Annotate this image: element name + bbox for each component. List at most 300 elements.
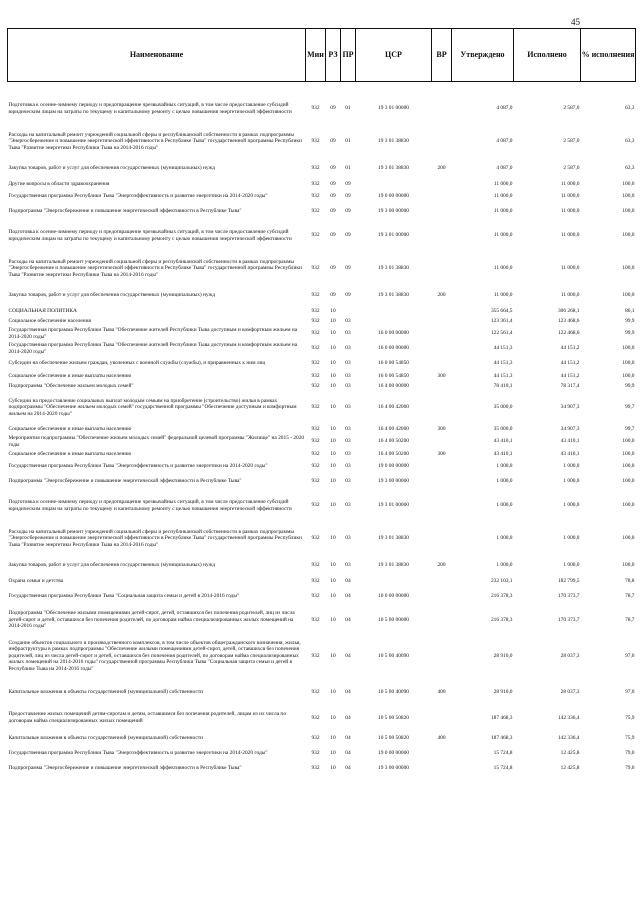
- row-name: Расходы на капитальный ремонт учреждений социальной сферы и республиканской собственности в рамках подпрограммы "Энергосбережение и повышение энергетической эффективности в Республике Тыва" государственной программы Республики Тыва "Развитие энергетики Республики Тыва на 2014-2016 годы": [8, 131, 302, 151]
- row-pr: 03: [345, 404, 351, 411]
- row-name: Подпрограмма "Обеспечение жильем молодых семей": [8, 382, 134, 389]
- row-min: 932: [311, 450, 320, 457]
- row-csr: [356, 316, 432, 326]
- row-pr: 03: [345, 382, 351, 389]
- row-pr: 04: [345, 714, 351, 721]
- row-percent: 100,0: [622, 535, 635, 542]
- row-pr: 03: [345, 425, 351, 432]
- row-executed: 78 317,4: [560, 382, 580, 389]
- table-row: [8, 731, 636, 746]
- row-name: Закупка товаров, работ и услуг для обеспечения государственных (муниципальных) нужд: [8, 562, 216, 569]
- table-row: [8, 459, 636, 474]
- row-min: 932: [311, 478, 320, 485]
- row-csr: 16 4 00 00000: [378, 382, 409, 389]
- row-approved: 43 410,1: [493, 450, 513, 457]
- table-row: [8, 92, 636, 125]
- row-executed: 44 151,2: [560, 345, 580, 352]
- row-min: 932: [311, 180, 320, 187]
- row-pr: 04: [345, 577, 351, 584]
- row-name: Подпрограмма "Энергосбережение и повышение энергетической эффективности в Республике Тыва": [8, 765, 242, 772]
- row-rz: 09: [330, 193, 336, 200]
- row-percent: 100,0: [622, 478, 635, 485]
- row-name: Мероприятия подпрограммы "Обеспечение жильем молодых семей" федеральной целевой программы "Жилище" на 2015 - 2020 годы: [8, 434, 305, 448]
- row-rz: 10: [330, 735, 336, 742]
- row-rz: 10: [330, 330, 336, 337]
- row-executed: 2 587,0: [563, 165, 580, 172]
- table-row: [8, 125, 636, 158]
- row-min: 932: [311, 652, 320, 659]
- row-csr: 19 0 00 00000: [378, 193, 409, 200]
- row-rz: 10: [330, 577, 336, 584]
- row-name: Капитальные вложения в объекты государственной (муниципальной) собственности: [8, 688, 203, 695]
- row-name: СОЦИАЛЬНАЯ ПОЛИТИКА: [8, 307, 77, 314]
- row-approved: 11 000,0: [493, 232, 513, 239]
- row-approved: 1 000,0: [496, 502, 513, 509]
- row-vr: [432, 189, 452, 204]
- row-executed: 142 336,4: [557, 735, 580, 742]
- row-percent: 99,7: [625, 425, 635, 432]
- header-name: Наименование: [8, 29, 306, 82]
- row-approved: 11 000,0: [493, 292, 513, 299]
- row-name: Государственная программа Республики Тыва "Энергоэффективность и развитие энергетики на 2014-2020 годы": [8, 750, 268, 757]
- row-csr: 19 3 01 38830: [378, 535, 409, 542]
- row-executed: 11 000,0: [560, 265, 580, 272]
- row-name: Закупка товаров, работ и услуг для обеспечения государственных (муниципальных) нужд: [8, 292, 216, 299]
- row-min: 932: [311, 372, 320, 379]
- row-min: 932: [311, 688, 320, 695]
- row-pr: 03: [345, 478, 351, 485]
- table-row: [8, 204, 636, 219]
- row-min: 932: [311, 232, 320, 239]
- table-row: [8, 679, 636, 705]
- row-rz: 09: [330, 232, 336, 239]
- row-name: Социальное обеспечение и иные выплаты населению: [8, 372, 132, 379]
- row-vr: [432, 252, 452, 285]
- row-vr: [432, 522, 452, 555]
- row-rz: 10: [330, 652, 336, 659]
- row-vr: [432, 434, 452, 449]
- row-rz: 10: [330, 478, 336, 485]
- row-min: 932: [311, 193, 320, 200]
- header-min: Мин: [306, 29, 326, 82]
- table-row: [8, 576, 636, 586]
- row-rz: 09: [330, 180, 336, 187]
- row-pr: 09: [345, 265, 351, 272]
- row-csr: 16 0 00 00000: [378, 345, 409, 352]
- row-rz: 09: [330, 292, 336, 299]
- row-approved: 35 000,0: [493, 404, 513, 411]
- row-vr: [432, 391, 452, 424]
- row-name: Государственная программа Республики Тыва "Энергоэффективность и развитие энергетики на 2014-2020 годы": [8, 463, 268, 470]
- row-percent: 100,0: [622, 292, 635, 299]
- row-percent: 75,9: [625, 735, 635, 742]
- row-pr: 04: [345, 735, 351, 742]
- row-pr: 03: [345, 535, 351, 542]
- row-percent: 99,7: [625, 404, 635, 411]
- row-approved: 4 087,0: [496, 105, 513, 112]
- row-executed: 12 425,8: [560, 750, 580, 757]
- table-row: [8, 633, 636, 679]
- row-pr: 04: [345, 750, 351, 757]
- row-pr: 03: [345, 372, 351, 379]
- row-min: 932: [311, 208, 320, 215]
- row-pr: 03: [345, 360, 351, 367]
- row-percent: 100,0: [622, 232, 635, 239]
- row-csr: 16 0 00 54850: [378, 360, 409, 367]
- row-approved: 122 561,4: [490, 330, 513, 337]
- row-executed: 1 000,0: [563, 478, 580, 485]
- row-rz: 10: [330, 593, 336, 600]
- row-csr: 19 3 01 00000: [378, 105, 409, 112]
- row-min: 932: [311, 750, 320, 757]
- row-percent: 97,0: [625, 688, 635, 695]
- row-approved: 216 378,3: [490, 593, 513, 600]
- row-executed: 28 037,3: [560, 652, 580, 659]
- row-approved: 44 151,3: [493, 360, 513, 367]
- row-percent: 100,0: [622, 360, 635, 367]
- header-approved: Утверждено: [452, 29, 514, 82]
- row-percent: 79,0: [625, 750, 635, 757]
- row-min: 932: [311, 735, 320, 742]
- row-approved: 1 000,0: [496, 562, 513, 569]
- row-approved: 11 000,0: [493, 180, 513, 187]
- row-approved: 216 378,3: [490, 616, 513, 623]
- header-csr: ЦСР: [356, 29, 432, 82]
- row-vr: [432, 326, 452, 341]
- header-executed: Исполнено: [514, 29, 581, 82]
- header-percent: % исполнения: [581, 29, 636, 82]
- row-approved: 11 000,0: [493, 193, 513, 200]
- row-executed: 34 907,3: [560, 425, 580, 432]
- page-number: 45: [571, 17, 580, 27]
- row-min: 932: [311, 105, 320, 112]
- row-approved: 78 410,1: [493, 382, 513, 389]
- row-min: 932: [311, 404, 320, 411]
- row-vr: 200: [437, 562, 446, 569]
- row-executed: 11 000,0: [560, 193, 580, 200]
- row-executed: 123 468,6: [557, 317, 580, 324]
- row-vr: [432, 306, 452, 316]
- row-approved: 232 103,1: [490, 577, 513, 584]
- row-csr: 10 5 00 50820: [378, 735, 409, 742]
- row-percent: 99,9: [625, 330, 635, 337]
- row-approved: 11 000,0: [493, 265, 513, 272]
- row-rz: 10: [330, 562, 336, 569]
- row-approved: 15 724,8: [493, 750, 513, 757]
- table-row: [8, 252, 636, 285]
- row-rz: 09: [330, 165, 336, 172]
- row-percent: 97,0: [625, 652, 635, 659]
- row-executed: 182 799,5: [557, 577, 580, 584]
- row-rz: 10: [330, 360, 336, 367]
- row-min: 932: [311, 714, 320, 721]
- row-pr: 03: [345, 450, 351, 457]
- row-percent: 100,0: [622, 265, 635, 272]
- row-percent: 100,0: [622, 562, 635, 569]
- row-percent: 78,7: [625, 616, 635, 623]
- row-rz: 10: [330, 765, 336, 772]
- row-percent: 86,1: [625, 307, 635, 314]
- row-csr: 10 0 00 00000: [378, 593, 409, 600]
- row-csr: 10 5 00 40090: [378, 652, 409, 659]
- row-name: Государственная программа Республики Тыва "Обеспечение жителей Республики Тыва доступным и комфортным жильем на 2014-2020 годы": [8, 326, 298, 340]
- row-name: Подготовка к осенне-зимнему периоду и предотвращение чрезвычайных ситуаций, в том числе предоставление субсидий юридическим лицам на затраты по текущему и капитальному ремонту с целью повышения энергетической эффективности: [8, 228, 292, 242]
- row-csr: 19 3 01 38830: [378, 562, 409, 569]
- row-approved: 44 151,3: [493, 372, 513, 379]
- row-executed: 34 907,3: [560, 404, 580, 411]
- row-percent: 75,9: [625, 714, 635, 721]
- row-min: 932: [311, 360, 320, 367]
- row-executed: 11 000,0: [560, 232, 580, 239]
- row-min: 932: [311, 562, 320, 569]
- row-vr: [432, 459, 452, 474]
- row-min: 932: [311, 463, 320, 470]
- row-rz: 09: [330, 265, 336, 272]
- row-pr: 03: [345, 438, 351, 445]
- row-pr: 04: [345, 688, 351, 695]
- header-vr: ВР: [432, 29, 452, 82]
- row-vr: [432, 356, 452, 371]
- table-row: [8, 219, 636, 252]
- table-row: [8, 586, 636, 607]
- row-vr: [432, 341, 452, 356]
- row-rz: 10: [330, 382, 336, 389]
- row-percent: 78,7: [625, 593, 635, 600]
- table-row: [8, 522, 636, 555]
- row-csr: 10 5 00 50820: [378, 714, 409, 721]
- row-vr: [432, 607, 452, 633]
- row-rz: 10: [330, 372, 336, 379]
- row-executed: 11 000,0: [560, 208, 580, 215]
- table-row: [8, 555, 636, 576]
- row-csr: 19 3 00 00000: [378, 765, 409, 772]
- row-percent: 99,9: [625, 317, 635, 324]
- row-vr: [432, 746, 452, 761]
- row-pr: 09: [345, 180, 351, 187]
- row-name: Социальное обеспечение и иные выплаты населению: [8, 450, 132, 457]
- row-executed: 170 373,7: [557, 616, 580, 623]
- row-min: 932: [311, 616, 320, 623]
- row-min: 932: [311, 165, 320, 172]
- row-approved: 187 468,3: [490, 714, 513, 721]
- row-pr: 03: [345, 463, 351, 470]
- row-percent: 99,9: [625, 382, 635, 389]
- row-min: 932: [311, 138, 320, 145]
- row-percent: 100,0: [622, 193, 635, 200]
- row-percent: 100,0: [622, 208, 635, 215]
- row-vr: [432, 204, 452, 219]
- row-approved: 44 151,3: [493, 345, 513, 352]
- row-pr: 09: [345, 193, 351, 200]
- row-pr: 03: [345, 330, 351, 337]
- row-vr: [432, 316, 452, 326]
- row-executed: 11 000,0: [560, 180, 580, 187]
- header-rz: РЗ: [326, 29, 341, 82]
- row-name: Государственная программа Республики Тыва "Обеспечение жителей Республики Тыва доступным и комфортным жильем на 2014-2020 годы": [8, 341, 298, 355]
- row-pr: 03: [345, 345, 351, 352]
- table-row: [8, 371, 636, 381]
- row-min: 932: [311, 382, 320, 389]
- row-pr: 04: [345, 616, 351, 623]
- row-rz: 10: [330, 438, 336, 445]
- row-name: Другие вопросы в области здравоохранения: [8, 180, 110, 187]
- row-percent: 100,0: [622, 180, 635, 187]
- row-rz: 09: [330, 138, 336, 145]
- row-approved: 4 087,0: [496, 138, 513, 145]
- row-name: Подпрограмма "Энергосбережение и повышение энергетической эффективности в Республике Тыва": [8, 208, 242, 215]
- table-row: [8, 449, 636, 459]
- row-vr: [432, 761, 452, 776]
- row-pr: 09: [345, 292, 351, 299]
- row-csr: 16 4 00 42000: [378, 404, 409, 411]
- row-rz: 10: [330, 345, 336, 352]
- row-csr: 16 0 00 54850: [378, 372, 409, 379]
- row-csr: 19 0 00 00000: [378, 463, 409, 470]
- row-vr: [432, 381, 452, 391]
- row-csr: 19 3 00 00000: [378, 208, 409, 215]
- table-row: [8, 316, 636, 326]
- row-rz: 10: [330, 502, 336, 509]
- row-vr: [432, 586, 452, 607]
- row-min: 932: [311, 535, 320, 542]
- row-name: Предоставление жилых помещений детям-сиротам и детям, оставшимся без попечения родителей, лицам из их числа по договорам найма специализированных жилых помещений: [8, 711, 287, 724]
- row-approved: 1 000,0: [496, 478, 513, 485]
- table-row: [8, 705, 636, 731]
- table-body: [8, 82, 636, 777]
- row-name: Закупка товаров, работ и услуг для обеспечения государственных (муниципальных) нужд: [8, 165, 216, 172]
- row-rz: 09: [330, 208, 336, 215]
- row-vr: [432, 633, 452, 679]
- row-name: Охрана семьи и детства: [8, 577, 64, 584]
- table-row: [8, 434, 636, 449]
- row-pr: 03: [345, 502, 351, 509]
- row-percent: 100,0: [622, 345, 635, 352]
- row-approved: 1 000,0: [496, 463, 513, 470]
- table-row: [8, 306, 636, 316]
- row-rz: 10: [330, 307, 336, 314]
- row-rz: 09: [330, 105, 336, 112]
- row-name: Субсидии на обеспечение жильем граждан, уволенных с военной службы (службы), и приравненных к ним лиц: [8, 360, 266, 367]
- table-row: [8, 424, 636, 434]
- row-percent: 100,0: [622, 372, 635, 379]
- table-row: [8, 391, 636, 424]
- row-approved: 1 000,0: [496, 535, 513, 542]
- row-executed: 44 151,2: [560, 372, 580, 379]
- row-csr: 19 0 00 00000: [378, 750, 409, 757]
- row-approved: 35 000,0: [493, 425, 513, 432]
- row-executed: 2 587,0: [563, 105, 580, 112]
- row-approved: 4 087,0: [496, 165, 513, 172]
- row-executed: 11 000,0: [560, 292, 580, 299]
- table-row: [8, 746, 636, 761]
- row-executed: 1 000,0: [563, 535, 580, 542]
- row-executed: 2 587,0: [563, 138, 580, 145]
- row-min: 932: [311, 765, 320, 772]
- row-pr: 01: [345, 105, 351, 112]
- row-min: 932: [311, 317, 320, 324]
- row-csr: 19 3 01 38830: [378, 165, 409, 172]
- row-rz: 10: [330, 714, 336, 721]
- row-min: 932: [311, 307, 320, 314]
- row-executed: 44 151,2: [560, 360, 580, 367]
- row-executed: 12 425,8: [560, 765, 580, 772]
- row-min: 932: [311, 593, 320, 600]
- table-row: [8, 381, 636, 391]
- row-vr: 300: [437, 372, 446, 379]
- row-name: Капитальные вложения в объекты государственной (муниципальной) собственности: [8, 735, 203, 742]
- table-row: [8, 326, 636, 341]
- row-min: 932: [311, 345, 320, 352]
- row-vr: [432, 179, 452, 189]
- row-name: Субсидии на предоставление социальных выплат молодым семьям на приобретение (строительство) жилья в рамках подпрограммы "Обеспечение жильем молодых семей" государственной программы "Обеспечение доступным и комфортным жильем на 2014-2020 годы": [8, 397, 297, 417]
- row-name: Подпрограмма "Энергосбережение и повышение энергетической эффективности в Республике Тыва": [8, 478, 242, 485]
- row-vr: [432, 576, 452, 586]
- budget-execution-table: [7, 28, 636, 776]
- row-name: Расходы на капитальный ремонт учреждений социальной сферы и республиканской собственности в рамках подпрограммы "Энергосбережение и повышение энергетической эффективности в Республике Тыва" государственной программы Республики Тыва "Развитие энергетики Республики Тыва на 2014-2016 годы": [8, 258, 302, 278]
- table-row: [8, 489, 636, 522]
- row-name: Государственная программа Республики Тыва "Энергоэффективность и развитие энергетики на 2014-2020 годы": [8, 193, 268, 200]
- row-percent: 63,3: [625, 105, 635, 112]
- row-name: Социальное обеспечение и иные выплаты населению: [8, 425, 132, 432]
- row-rz: 10: [330, 425, 336, 432]
- table-row: [8, 179, 636, 189]
- row-rz: 10: [330, 404, 336, 411]
- row-csr: 16 4 00 50200: [378, 438, 409, 445]
- row-vr: 400: [437, 735, 446, 742]
- row-vr: [432, 125, 452, 158]
- row-percent: 100,0: [622, 502, 635, 509]
- row-approved: 123 361,4: [490, 317, 513, 324]
- table-row: [8, 158, 636, 179]
- row-percent: 78,8: [625, 577, 635, 584]
- row-min: 932: [311, 292, 320, 299]
- row-approved: 28 910,0: [493, 652, 513, 659]
- row-rz: 10: [330, 616, 336, 623]
- row-min: 932: [311, 577, 320, 584]
- table-row: [8, 356, 636, 371]
- row-vr: [432, 489, 452, 522]
- table-row: [8, 341, 636, 356]
- row-min: 932: [311, 425, 320, 432]
- row-approved: 355 664,5: [490, 307, 513, 314]
- row-percent: 100,0: [622, 463, 635, 470]
- row-csr: 16 4 00 50200: [378, 450, 409, 457]
- row-vr: 200: [437, 292, 446, 299]
- row-approved: 15 724,8: [493, 765, 513, 772]
- row-pr: 01: [345, 165, 351, 172]
- row-csr: 19 3 00 00000: [378, 478, 409, 485]
- row-pr: 01: [345, 138, 351, 145]
- row-executed: 142 336,4: [557, 714, 580, 721]
- row-name: Подпрограмма "Обеспечение жилыми помещениями детей-сирот, детей, оставшихся без попечения родителей, лиц из числа детей-сирот и детей, оставшихся без попечения родителей, по договорам найма специализированных жилых помещений на 2014-2016 годы": [8, 610, 295, 630]
- row-min: 932: [311, 502, 320, 509]
- row-csr: 10 5 00 40090: [378, 688, 409, 695]
- table-row: [8, 189, 636, 204]
- row-vr: [432, 219, 452, 252]
- row-percent: 63,3: [625, 138, 635, 145]
- row-vr: 200: [437, 165, 446, 172]
- row-rz: 10: [330, 750, 336, 757]
- row-min: 932: [311, 330, 320, 337]
- row-name: Создание объектов социального и производственного комплексов, в том числе объектов общегражданского назначения, жилья, инфраструктуры в рамках подпрограммы "Обеспечение жилыми помещениями детей-сирот, детей, оставшихся без попечения родителей, лиц из числа детей-сирот и детей, оставшихся без попечения родителей, по договорам найма специализированных жилых помещений на 2014-2016 годы" государственной программы Республики Тыва "Социальная защита семьи и детей в Республике Тыва на 2014-2016 годы": [8, 639, 301, 672]
- row-vr: [432, 92, 452, 125]
- table-row: [8, 474, 636, 489]
- row-name: Подготовка к осенне-зимнему периоду и предотвращение чрезвычайных ситуаций, в том числе предоставление субсидий юридическим лицам на затраты по текущему и капитальному ремонту с целью повышения энергетической эффективности: [8, 498, 292, 512]
- row-executed: 170 373,7: [557, 593, 580, 600]
- row-pr: 03: [345, 562, 351, 569]
- table-row: [8, 285, 636, 306]
- row-name: Социальное обеспечение населения: [8, 317, 92, 324]
